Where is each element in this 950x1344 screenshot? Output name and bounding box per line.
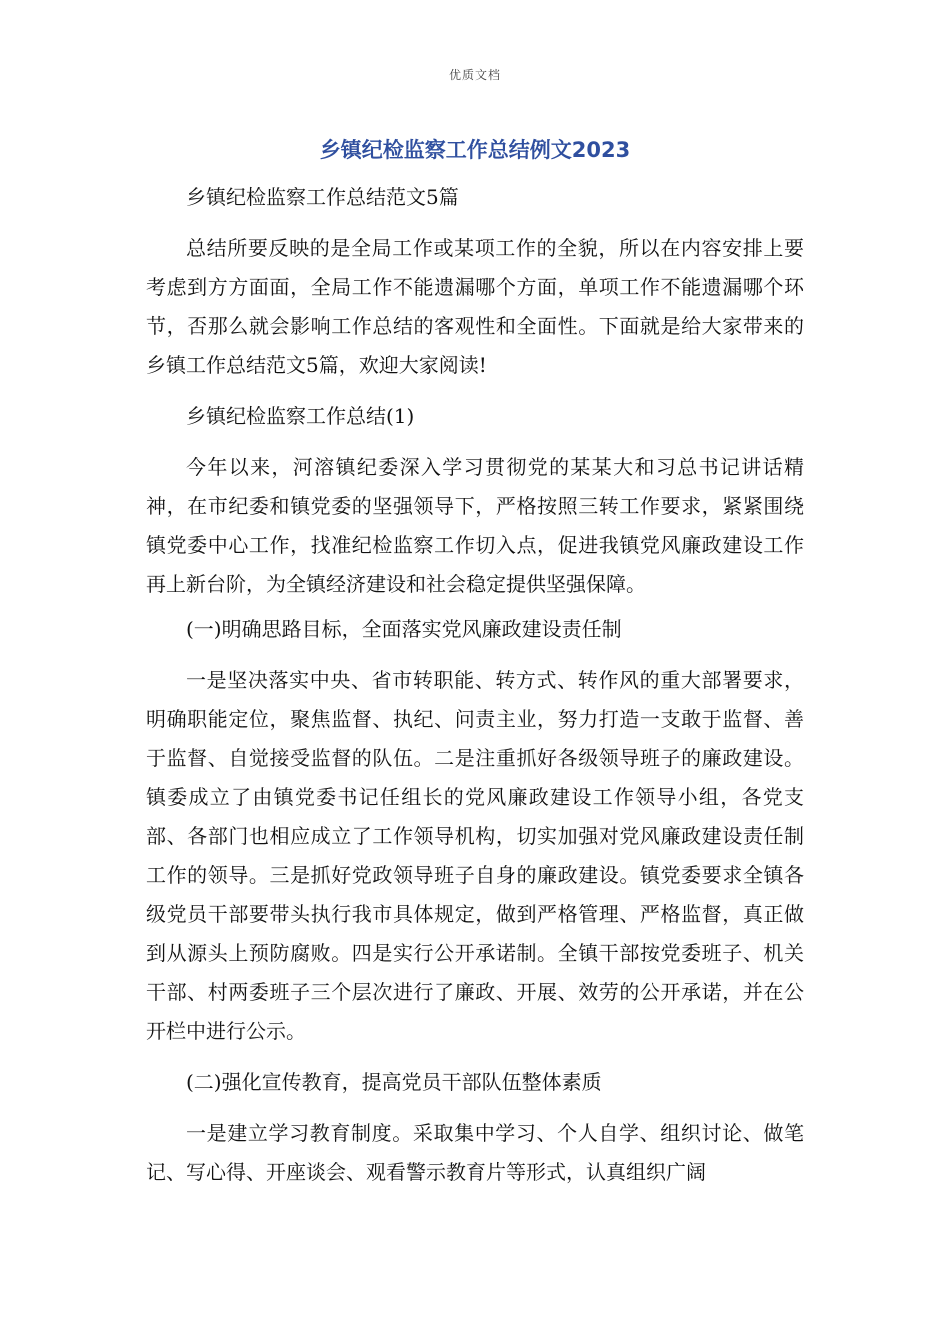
body-paragraph: 一是坚决落实中央、省市转职能、转方式、转作风的重大部署要求，明确职能定位，聚焦监督、执纪、问责主业，努力打造一支敢于监督、善于监督、自觉接受监督的队伍。二是注重抓好各级领导班子的廉政建设。镇委成立了由镇党委书记任组长的党风廉政建设工作领导小组，各党支部、各部门也相应成立了工作领导机构，切实加强对党风廉政建设责任制工作的领导。三是抓好党政领导班子自身的廉政建设。镇党委要求全镇各级党员干部要带头执行我市具体规定，做到严格管理、严格监督，真正做到从源头上预防腐败。四是实行公开承诺制。全镇干部按党委班子、机关干部、村两委班子三个层次进行了廉政、开展、效劳的公开承诺，并在公开栏中进行公示。 — [146, 668, 804, 1043]
document-body — [146, 178, 804, 1192]
section-heading: 乡镇纪检监察工作总结(1) — [186, 404, 415, 428]
header-label: 优质文档 — [448, 68, 501, 82]
document-title: 乡镇纪检监察工作总结例文2023 — [319, 138, 631, 162]
section-heading: (二)强化宣传教育，提高党员干部队伍整体素质 — [186, 1070, 602, 1094]
section-heading: (一)明确思路目标，全面落实党风廉政建设责任制 — [186, 617, 622, 641]
subtitle-paragraph: 乡镇纪检监察工作总结范文5篇 — [186, 185, 459, 209]
intro-paragraph: 总结所要反映的是全局工作或某项工作的全貌，所以在内容安排上要考虑到方方面面，全局工作不能遗漏哪个方面，单项工作不能遗漏哪个环节，否那么就会影响工作总结的客观性和全面性。下面就是给大家带来的乡镇工作总结范文5篇，欢迎大家阅读! — [146, 236, 804, 377]
body-paragraph: 今年以来，河溶镇纪委深入学习贯彻党的某某大和习总书记讲话精神，在市纪委和镇党委的坚强领导下，严格按照三转工作要求，紧紧围绕镇党委中心工作，找准纪检监察工作切入点，促进我镇党风廉政建设工作再上新台阶，为全镇经济建设和社会稳定提供坚强保障。 — [146, 455, 804, 596]
body-paragraph: 一是建立学习教育制度。采取集中学习、个人自学、组织讨论、做笔记、写心得、开座谈会、观看警示教育片等形式，认真组织广阔 — [146, 1121, 804, 1184]
